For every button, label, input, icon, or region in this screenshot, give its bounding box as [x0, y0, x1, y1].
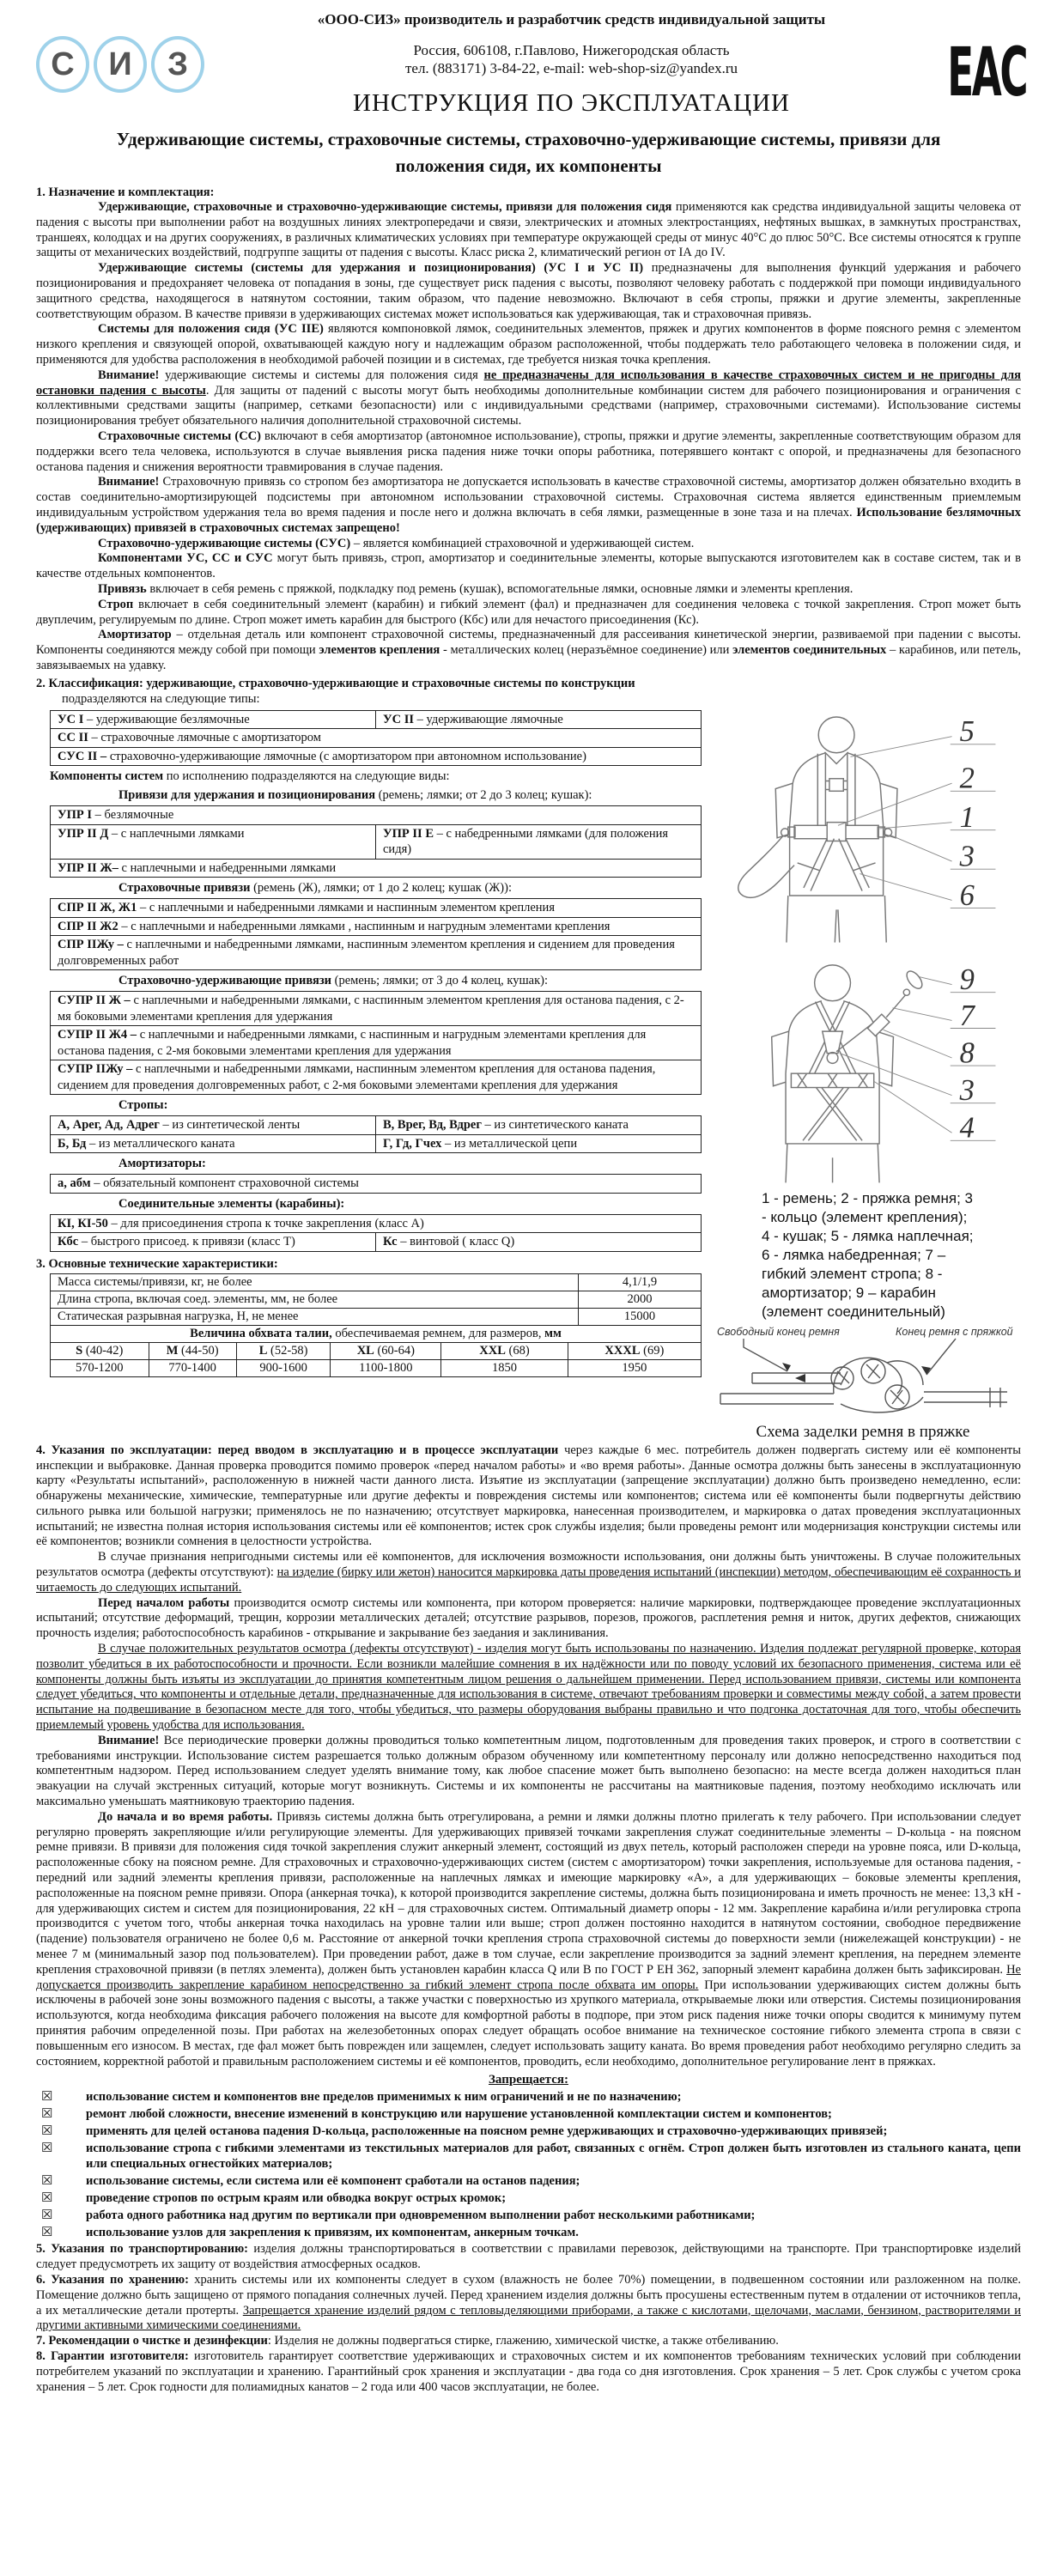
section3-heading: 3. Основные технические характеристики: — [36, 1256, 278, 1271]
table-row — [51, 711, 701, 729]
section5-paragraph: 5. Указания по транспортированию: изделия должны транспортироваться в соответствии с правилами перевозок, действующими на транспорте. При транспортировке изделий следует предусмотреть их защиту от воздействия атмосферных осадков. — [36, 2242, 1021, 2272]
tech-characteristics-table — [50, 1273, 702, 1377]
table-cell: УС II – удерживающие лямочные — [375, 711, 701, 729]
prohibited-item: ☒ использование систем и компонентов вне пределов применимых к ним ограничений и не по назначению; — [36, 2089, 1021, 2105]
char-value: 4,1/1,9 — [622, 1274, 658, 1289]
waist-size-header: Величина обхвата талии, обеспечиваемая ремнем, для размеров, мм — [51, 1325, 701, 1342]
section7-paragraph: 7. Рекомендации о чистке и дезинфекции: Изделия не должны подвергаться стирке, глажению, химической чистке, а также отбеливанию. — [36, 2334, 779, 2348]
table-cell: СУПР II Ж4 – с наплечными и набедренными лямками, с наспинным и нагрудным элементами крепления для останова падения, с 2-мя боковыми элементами крепления для удержания — [58, 1028, 647, 1058]
table-cell: Г, Гд, Гчех – из металлической цепи — [375, 1135, 701, 1153]
upr-table — [50, 805, 702, 878]
subhead-supr: Страховочно-удерживающие привязи (ремень; лямки; от 3 до 4 колец, кушак): — [118, 974, 548, 988]
table-cell: СПР II Ж2 – с наплечными и набедренными лямками , наспинным и нагрудным элементами крепления — [58, 919, 611, 933]
harness-back-figure — [772, 965, 926, 1182]
table-cell: СПР II Ж, Ж1 – с наплечными и набедренными лямками и наспинным элементом крепления — [58, 901, 555, 915]
callout-number: 6 — [959, 878, 975, 912]
section2-heading: 2. Классификация: удерживающие, страховочно-удерживающие и страховочные системы по конструкции — [36, 676, 635, 690]
prohibited-checkbox-icon: ☒ — [41, 2174, 53, 2189]
absorbers-table — [50, 1174, 702, 1194]
table-cell: а, абм – обязательный компонент страховочной системы — [58, 1176, 359, 1191]
prohibited-item: ☒ проведение стропов по острым краям или обводка вокруг острых кромок; — [36, 2190, 1021, 2206]
subhead-upr: Привязи для удержания и позиционирования (ремень; лямки; от 2 до 3 колец; кушак): — [118, 788, 592, 803]
table-row — [51, 1308, 701, 1325]
section6-paragraph: 6. Указания по хранению: хранить системы или их компоненты следует в сухом (влажность не более 70%) помещении, в подвешенном состоянии или разложенном на полке. Помещение должно быть защищено от прямого попадания солнечных лучей. Перед хранением изделия должны быть просушены естественным путем в отдалении от источников тепла, а их металлические детали протерты. Запрещается хранение изделий рядом с тепловыделяющими приборами, а также с кислотами, щелочами, маслами, бензином, растворителями и другими активными химическими соединениями. — [36, 2272, 1021, 2333]
size-value: 1850 — [440, 1360, 568, 1376]
table-row — [51, 1291, 701, 1308]
paragraph: Компонентами УС, СС и СУС могут быть привязь, строп, амортизатор и соединительные элементы, которые выпускаются изготовителем как в составе систем, так и в качестве отдельных компонентов. — [36, 551, 1021, 581]
table-cell: УПР I – безлямочные — [58, 808, 174, 823]
table-cell: УПР II Ж– с наплечными и набедренными лямками — [58, 860, 337, 875]
logo-letter: З — [151, 36, 204, 93]
section8-paragraph: 8. Гарантии изготовителя: изготовитель гарантирует соответствие удерживающих и страховочных систем и их компонентов требованиям технических условий при соблюдении потребителем указаний по эксплуатации и хранению. Гарантийный срок хранения и эксплуатации - два года со дня изготовления. Срок хранения – 5 лет. Срок службы с учетом срока хранения – 5 лет. Срок годности для полиамидных канатов – 2 года или 400 часов эксплуатации, не более. — [36, 2348, 1021, 2394]
subhead-absorbers: Амортизаторы: — [118, 1157, 206, 1171]
callout-number: 4 — [959, 1111, 975, 1145]
callout-number: 3 — [959, 1073, 975, 1107]
section2-intro: подразделяются на следующие типы: — [62, 691, 260, 706]
eac-mark-icon: EAC — [947, 33, 1027, 112]
table-row — [51, 1060, 701, 1094]
callout-number: 3 — [959, 840, 975, 873]
table-cell: В, Врег, Вд, Вдрег – из синтетического каната — [375, 1116, 701, 1134]
section4-paragraph: Внимание! Все периодические проверки должны проводиться только компетентным лицом, подготовленным для проведения таких проверок, и строго в соответствии с требованиями инструкции. Использование систем разрешается только должным образом обученному или компетентному персоналу или должно непосредственно находиться под компетентным надзором. Перед использованием следует уделять внимание тому, как любое спасение может быть выполнено безопасно: на месте всегда должен находиться план эвакуации на случай экстренных ситуаций, которые могут возникнуть. Системы и их компоненты не рассчитаны на маятниковые падения, поэтому необходимо исключать или максимально уменьшать маятниковую траекторию падения. — [36, 1733, 1021, 1809]
prohibited-checkbox-icon: ☒ — [41, 2107, 53, 2122]
table-row — [51, 935, 701, 969]
table-row — [51, 1215, 701, 1233]
paragraph: Удерживающие системы (системы для удержания и позиционирования) (УС I и УС II) предназначены для выполнения функций удержания и рабочего позиционирования и предохраняет человека от попадания в зоны, где существует риск падения с высоты, позволяют человеку работать с поддержкой при помощи индивидуального защитного средства, находящегося в натянутом состоянии, таким образом, что падение невозможно. Включают в себя стропы, пряжки и другие элементы, закрепленные соответствующим образом. В качестве привязи в удерживающих системах может использоваться как удерживающая, так и страховочная привязь. — [36, 261, 1021, 321]
table-cell: УПР II Д – с наплечными лямками — [58, 826, 245, 841]
table-row — [51, 1116, 701, 1134]
table-row — [51, 806, 701, 824]
table-cell: УПР II Е – с набедренными лямками (для положения сидя) — [375, 825, 701, 859]
callout-numbers-back — [959, 963, 976, 1145]
char-value: 2000 — [627, 1291, 653, 1306]
table-cell: СУС II – страховочно-удерживающие лямочные (с амортизатором при автономном использование) — [58, 749, 586, 763]
table-row — [51, 1274, 701, 1291]
table-cell: СУПР IIЖу – с наплечными и набедренными лямками, наспинным элементом крепления для останова падения, сидением для проведения долговременных работ, с 2-мя боковыми элементами крепления для удержания — [58, 1062, 656, 1092]
callout-numbers-front — [959, 715, 975, 912]
supr-table — [50, 991, 702, 1095]
table-row — [51, 917, 701, 936]
siz-logo-icon — [36, 36, 216, 93]
callout-number: 5 — [959, 714, 975, 748]
callout-number: 1 — [959, 800, 975, 834]
paragraph: Удерживающие, страховочные и страховочно-удерживающие системы, привязи для положения сидя применяются как средства индивидуальной защиты человека от падения с высоты при выполнении работ на воздушных линиях электропередачи и связи, электрических и атомных электростанциях, нефтяных вышках, в замкнутых пространствах, траншеях, колодцах и на других сооружениях, в различных климатических условиях при температуре окружающей среды от минус 40°С до плюс 50°С. Все системы относятся к группе защиты от механических воздействий, подгруппе защиты от падения с высоты. Класс риска 2, климатический регион от IА до IV. — [36, 200, 1021, 260]
prohibited-checkbox-icon: ☒ — [41, 2208, 53, 2223]
paragraph: Страховочные системы (СС) включают в себя амортизатор (автономное использование), стропы, пряжки и другие элементы, закрепленные соответствующим образом для поддержки всего тела человека, используются в случае выявления риска падения ниже точки опоры работника, потерявшего контакт с опорой, и предназначены для безопасного останова падения и снижения вероятности травмирования в случае падения. — [36, 428, 1021, 474]
prohibited-heading: Запрещается: — [488, 2073, 568, 2087]
classification-and-diagram — [36, 708, 1021, 1442]
slings-table — [50, 1115, 702, 1153]
prohibited-item: ☒ использование системы, если система или её компонент сработали на останов падения; — [36, 2173, 1021, 2189]
char-label: Статическая разрывная нагрузка, Н, не менее — [51, 1309, 579, 1325]
table-row — [51, 728, 701, 747]
size-cell: XL (60-64) — [330, 1343, 440, 1359]
prohibited-item: ☒ использование стропа с гибкими элементами из текстильных материалов для работ, связанных с огнём. Строп должен быть изготовлен из стального каната, цепи или специальных огнестойких материалов; — [36, 2141, 1021, 2172]
address-line: Россия, 606108, г.Павлово, Нижегородская область — [413, 42, 730, 58]
company-line: «ООО-СИЗ» производитель и разработчик средств индивидуальной защиты — [317, 11, 826, 27]
size-value: 1950 — [568, 1360, 701, 1376]
buckle-schema-caption: Схема заделки ремня в пряжке — [756, 1422, 970, 1441]
table-cell: СС II – страховочные лямочные с амортизатором — [58, 731, 321, 745]
table-row — [51, 899, 701, 917]
callout-number: 2 — [959, 762, 975, 795]
buckle-label-right: Конец ремня с пряжкой — [896, 1325, 1013, 1338]
size-value: 1100-1800 — [330, 1360, 440, 1376]
paragraph: Системы для положения сидя (УС IIЕ) являются компоновкой лямок, соединительных элементов, пряжек и других компонентов в форме поясного ремня с элементом низкого крепления и связующей опорой, охватывающей каждую ногу и надлежащим образом расположенной, чтобы поддержать тело работающего человека в положении сидя, и применяются для удобства расположения в необходимой рабочей позиции и в системах, где требуется низкая точка крепления. — [36, 322, 1021, 367]
table-row — [51, 1232, 701, 1251]
paragraph: Внимание! Страховочную привязь со стропом без амортизатора не допускается использовать в качестве страховочной системы, амортизатор должен обязательно входить в состав соединительно-амортизирующей подсистемы при автономном использовании страховочной системы. Страховочная система является единственным приемлемым индивидуальным устройством удержания тела во время падения и после него и должна включать в себя лямки, размещенные в зоне таза и на плечах. Использование безлямочных (удерживающих) привязей в страховочных системах запрещено! — [36, 475, 1021, 535]
table-row — [51, 859, 701, 878]
paragraph: Строп включает в себя соединительный элемент (карабин) и гибкий элемент (фал) и предназначен для соединения человека с точкой закрепления. Строп может быть двуплечим, регулируемым по длине. Строп может иметь карабин для быстрого (Кбс) или для нечастого присоединения (Кс). — [36, 597, 1021, 627]
paragraph: Страховочно-удерживающие системы (СУС) – является комбинацией страховочной и удерживающей систем. — [98, 536, 695, 550]
section4-paragraph: До начала и во время работы. Привязь системы должна быть отрегулирована, а ремни и лямки должны плотно прилегать к телу рабочего. При использовании следует регулярно проверять закрепляющие и/или регулирующие элементы. Для удерживающих привязей точками закрепления служат соединительные элементы – D-кольца - на поясном ремне привязи. В привязи для положения сидя точкой закрепления служит анкерный элемент, состоящий из двух петель, который расположен спереди на уровне пояса, или D-кольца, расположенные сбоку на поясном ремне. Для страховочных и страховочно-удерживающих систем (систем с амортизатором) точки закрепления, используемые для останова падения, - передний или задний элементы крепления привязи, расположенные на наплечных лямках и имеющие маркировку «А», а для удерживающих – боковые элементы крепления, расположенные на поясном ремне привязи. Опора (анкерная точка), к которой производится закрепление системы, должна быть позиционирована и иметь прочность не менее: 13,3 кН - для удерживающих систем и систем для позиционирования, 22 кН – для страховочных систем. Оптимальный диаметр опоры - 12 мм. Закрепление карабина и/или регулировка стропа производится с учетом того, чтобы анкерная точка находилась на уровне талии или выше; строп должен постоянно находится в натянутом состоянии, свободное передвижение (падение) пользователя ограничено не более 0,6 м. Расстояние от анкерной точки крепления стропа страховочной системы до поверхности земли (нижележащей конструкции) - не менее 7 м (минимальный зазор под пользователем). При проведении работ, даже в том случае, если закрепление производится за задний элемент крепления, на переднем элементе крепления страховочной привязи (в петлях элемента), должен быть установлен карабин класса Q или В по ГОСТ Р ЕН 362, запорный элемент карабина должен быть зафиксирован. Не допускается производить закрепление карабином непосредственно за гибкий элемент стропа после обхвата им опоры. При использовании удерживающих систем должны быть исключены в рабочей зоне зоны возможного падения с высоты, а также участки с поверхностью из хрупкого материала, открываемые люки или отверстия. Системы позиционирования используются, когда необходима фиксация рабочего положения на высоте для комфортной работы в подпоре, при этом риск падения ниже точки опоры сводится к минимуму путем принятия рабочим определенной позы. При работах на железобетонных опорах следует обращать особое внимание на техническое состояние гибкого элемента стропа в связи с повышенным его износом. В местах, где фал может быть поврежден или защемлен, следует использовать защиту каната. Во время проведения работ необходимо регулярно следить за состоянием, корректной работой и правильным расположением системы и её компонентов, проводить, если необходимо, дополнительное регулирование лент в пряжках. — [36, 1809, 1022, 2069]
section4-paragraph: 4. Указания по эксплуатации: перед вводом в эксплуатацию и в процессе эксплуатации через каждые 6 мес. потребитель должен подвергать систему или её компоненты инспекции и выбраковке. Данная проверка проводится помимо проверок «перед началом работы» и «во время работы». Данные осмотра должны быть занесены в эксплуатационную карту «Результаты испытаний», расположенную в нижней части данного листа. Изъятие из эксплуатации (запрещение эксплуатации) должно быть произведено немедленно, если: обнаружены механические, химические, температурные или другие дефекты и повреждения системы или компонентов; система или её компоненты были подвергнуты действию сильного рывка или большой нагрузки; применялось не по назначению; отсутствует маркировка, нанесенная производителем, и маркировка о датах проведения эксплуатационных испытаний; не известна полная история использования системы или её компонентов; истек срок службы изделия; были проведены ремонт или модернизация конструкции системы или её компонентов; возникли сомнения в целостности устройства. — [36, 1443, 1021, 1549]
table-row — [51, 992, 701, 1025]
paragraph: Привязь включает в себя ремень с пряжкой, подкладку под ремень (кушак), вспомогательные лямки, основные лямки и элементы крепления. — [98, 581, 853, 596]
prohibited-checkbox-icon: ☒ — [41, 2191, 53, 2206]
subhead-connectors: Соединительные элементы (карабины): — [118, 1196, 345, 1211]
table-cell: Кс – винтовой ( класс Q) — [375, 1233, 701, 1251]
char-value: 15000 — [623, 1309, 656, 1323]
subhead-spr: Страховочные привязи (ремень (Ж), лямки; от 1 до 2 колец; кушак (Ж)): — [118, 881, 512, 896]
contact-line: тел. (883171) 3-84-22, e-mail: web-shop-siz@yandex.ru — [404, 60, 738, 76]
table-cell: УС I – удерживающие безлямочные — [58, 712, 250, 726]
prohibited-checkbox-icon: ☒ — [41, 2124, 53, 2139]
prohibited-checkbox-icon: ☒ — [41, 2142, 53, 2156]
diagram-legend: 1 - ремень; 2 - пряжка ремня; 3 - кольцо (элемент крепления); 4 - кушак; 5 - лямка наплечная; 6 - лямка набедренная; 7 – гибкий элемент стропа; 8 - амортизатор; 9 – карабин (элемент соединительный) — [762, 1189, 974, 1320]
table-cell: СПР IIЖу – с наплечными и набедренными лямками, наспинным элементом крепления и сидением для проведения долговременных работ — [58, 938, 675, 968]
prohibited-item: ☒ применять для целей останова падения D-кольца, расположенные на поясном ремне удерживающих и страховочно-удерживающих привязей; — [36, 2123, 1021, 2139]
section4-paragraph: Перед началом работы производится осмотр системы или компонента, при котором проверяется: наличие маркировки, подтверждающее проведение эксплуатационных испытаний; отсутствие деформаций, трещин, коррозии металлических деталей; отсутствие разрывов, порезов, прожогов, расплетения ремня и ниток, других дефектов, снижающих прочность изделия; работоспособность карабинов - открывание и закрывание без заедания и заклинивания. — [36, 1595, 1021, 1641]
prohibited-checkbox-icon: ☒ — [41, 2226, 53, 2240]
char-label: Масса системы/привязи, кг, не более — [51, 1274, 579, 1291]
table-cell: А, Арег, Ад, Адрег – из синтетической ленты — [58, 1118, 301, 1133]
spr-table — [50, 898, 702, 970]
paragraph: Амортизатор – отдельная деталь или компонент страховочной системы, предназначенный для рассеивания кинетической энергии, развиваемой при падении с высоты. Компоненты соединяются между собой при помощи элементов крепления - металлических колец (неразъёмное соединение) или элементов соединительных – карабинов, или петель, завязываемых на удавку. — [36, 628, 1022, 672]
prohibited-item: ☒ ремонт любой сложности, внесение изменений в конструкцию или нарушение установленной комплектации систем и компонентов; — [36, 2106, 1021, 2122]
system-types-table — [50, 710, 702, 767]
logo-letter: С — [36, 36, 89, 93]
connectors-table — [50, 1214, 702, 1252]
section4-paragraph: В случае положительных результатов осмотра (дефекты отсутствуют) - изделия могут быть использованы по назначению. Изделия подлежат регулярной проверке, которая позволит убедиться в их работоспособности и прочности. Если возникли малейшие сомнения в их надёжности или по поводу условий их безопасного применения, система или её компоненты должны быть изъяты из эксплуатации до принятия компетентным лицом решения о дальнейшем применении. Перед использованием привязи, системы или компонента следует убедиться, что компоненты и отдельные детали, предназначенные для использования в системе, отвечают требованиям проверки и совместимы между собой, а затем провести испытание на подвешивание в безопасном месте для того, чтобы убедиться, что размеры оборудования выбраны правильно и что подгонка достаточная для того, чтобы обеспечить приемлемый уровень удобства для использования. — [36, 1642, 1021, 1733]
document-title: ИНСТРУКЦИЯ ПО ЭКСПЛУАТАЦИИ — [353, 89, 790, 117]
components-line: Компоненты систем по исполнению подразделяются на следующие виды: — [50, 769, 450, 784]
sizes-header-row — [51, 1342, 701, 1359]
callout-number: 7 — [959, 999, 975, 1032]
prohibited-checkbox-icon: ☒ — [41, 2090, 53, 2105]
document-subtitle: Удерживающие системы, страховочные системы, страховочно-удерживающие системы, привязи для положения сидя, их компоненты — [116, 129, 941, 176]
table-row — [51, 747, 701, 766]
size-cell: XXL (68) — [440, 1343, 568, 1359]
belt-buckle-schema — [705, 1321, 1021, 1423]
callout-number: 9 — [959, 963, 975, 996]
subhead-slings: Стропы: — [118, 1098, 168, 1113]
size-value: 770-1400 — [149, 1360, 236, 1376]
table-cell: КI, КI-50 – для присоединения стропа к точке закрепления (класс А) — [58, 1216, 424, 1230]
size-value: 570-1200 — [75, 1360, 124, 1375]
size-cell: L (52-58) — [236, 1343, 331, 1359]
letterhead — [36, 7, 1027, 118]
table-row — [51, 824, 701, 859]
table-row — [51, 1025, 701, 1060]
section4-paragraph: В случае признания непригодными системы или её компонентов, для исключения возможности использования, они должны быть уничтожены. В случае положительных результатов осмотра (дефекты отсутствуют): на изделие (бирку или жетон) наносится маркировка даты проведения испытаний (инспекции) методом, обеспечивающим её сохранность и читаемость до следующих испытаний. — [36, 1550, 1021, 1595]
sizes-values-row — [51, 1359, 701, 1376]
harness-diagram — [705, 708, 1021, 1186]
table-cell: Б, Бд – из металлического каната — [58, 1136, 235, 1151]
char-label: Длина стропа, включая соед. элементы, мм, не более — [51, 1291, 579, 1308]
callout-number: 8 — [959, 1036, 975, 1070]
buckle-label-left: Свободный конец ремня — [717, 1325, 840, 1338]
prohibited-list — [36, 2089, 1021, 2240]
size-cell: XXXL (69) — [568, 1343, 701, 1359]
paragraph: Внимание! удерживающие системы и системы для положения сидя не предназначены для использования в качестве страховочных систем и не пригодны для остановки падения с высоты. Для защиты от падений с высоты могут быть необходимы дополнительные комбинации систем для рабочего позиционирования и ограничения с коллективными средствами защиты (например, сетками безопасности) или с индивидуальными средствами (например, страховочными системами). Использование системы позиционирования требует обязательного наличия дополнительной страховочной системы. — [36, 368, 1021, 428]
section1-heading: 1. Назначение и комплектация: — [36, 185, 215, 199]
prohibited-item: ☒ использование узлов для закрепления к привязям, их компонентам, анкерным точкам. — [36, 2225, 1021, 2240]
table-cell: Кбс – быстрого присоед. к привязи (класс Т) — [58, 1235, 295, 1249]
letterhead-center — [216, 7, 926, 118]
size-cell: M (44-50) — [149, 1343, 236, 1359]
table-row — [51, 1134, 701, 1153]
table-row — [51, 1175, 701, 1193]
harness-front-figure — [738, 717, 897, 943]
classification-column — [36, 708, 702, 1442]
diagram-column — [702, 708, 1021, 1442]
size-cell: S (40-42) — [76, 1343, 124, 1358]
size-value: 900-1600 — [236, 1360, 331, 1376]
table-cell: СУПР II Ж – с наплечными и набедренными лямками, с наспинным элементом крепления для останова падения, с 2-мя боковыми элементами крепления для удержания — [58, 993, 684, 1024]
logo-letter: И — [94, 36, 147, 93]
prohibited-item: ☒ работа одного работника над другим по вертикали при одновременном выполнении работ несколькими работниками; — [36, 2208, 1021, 2223]
